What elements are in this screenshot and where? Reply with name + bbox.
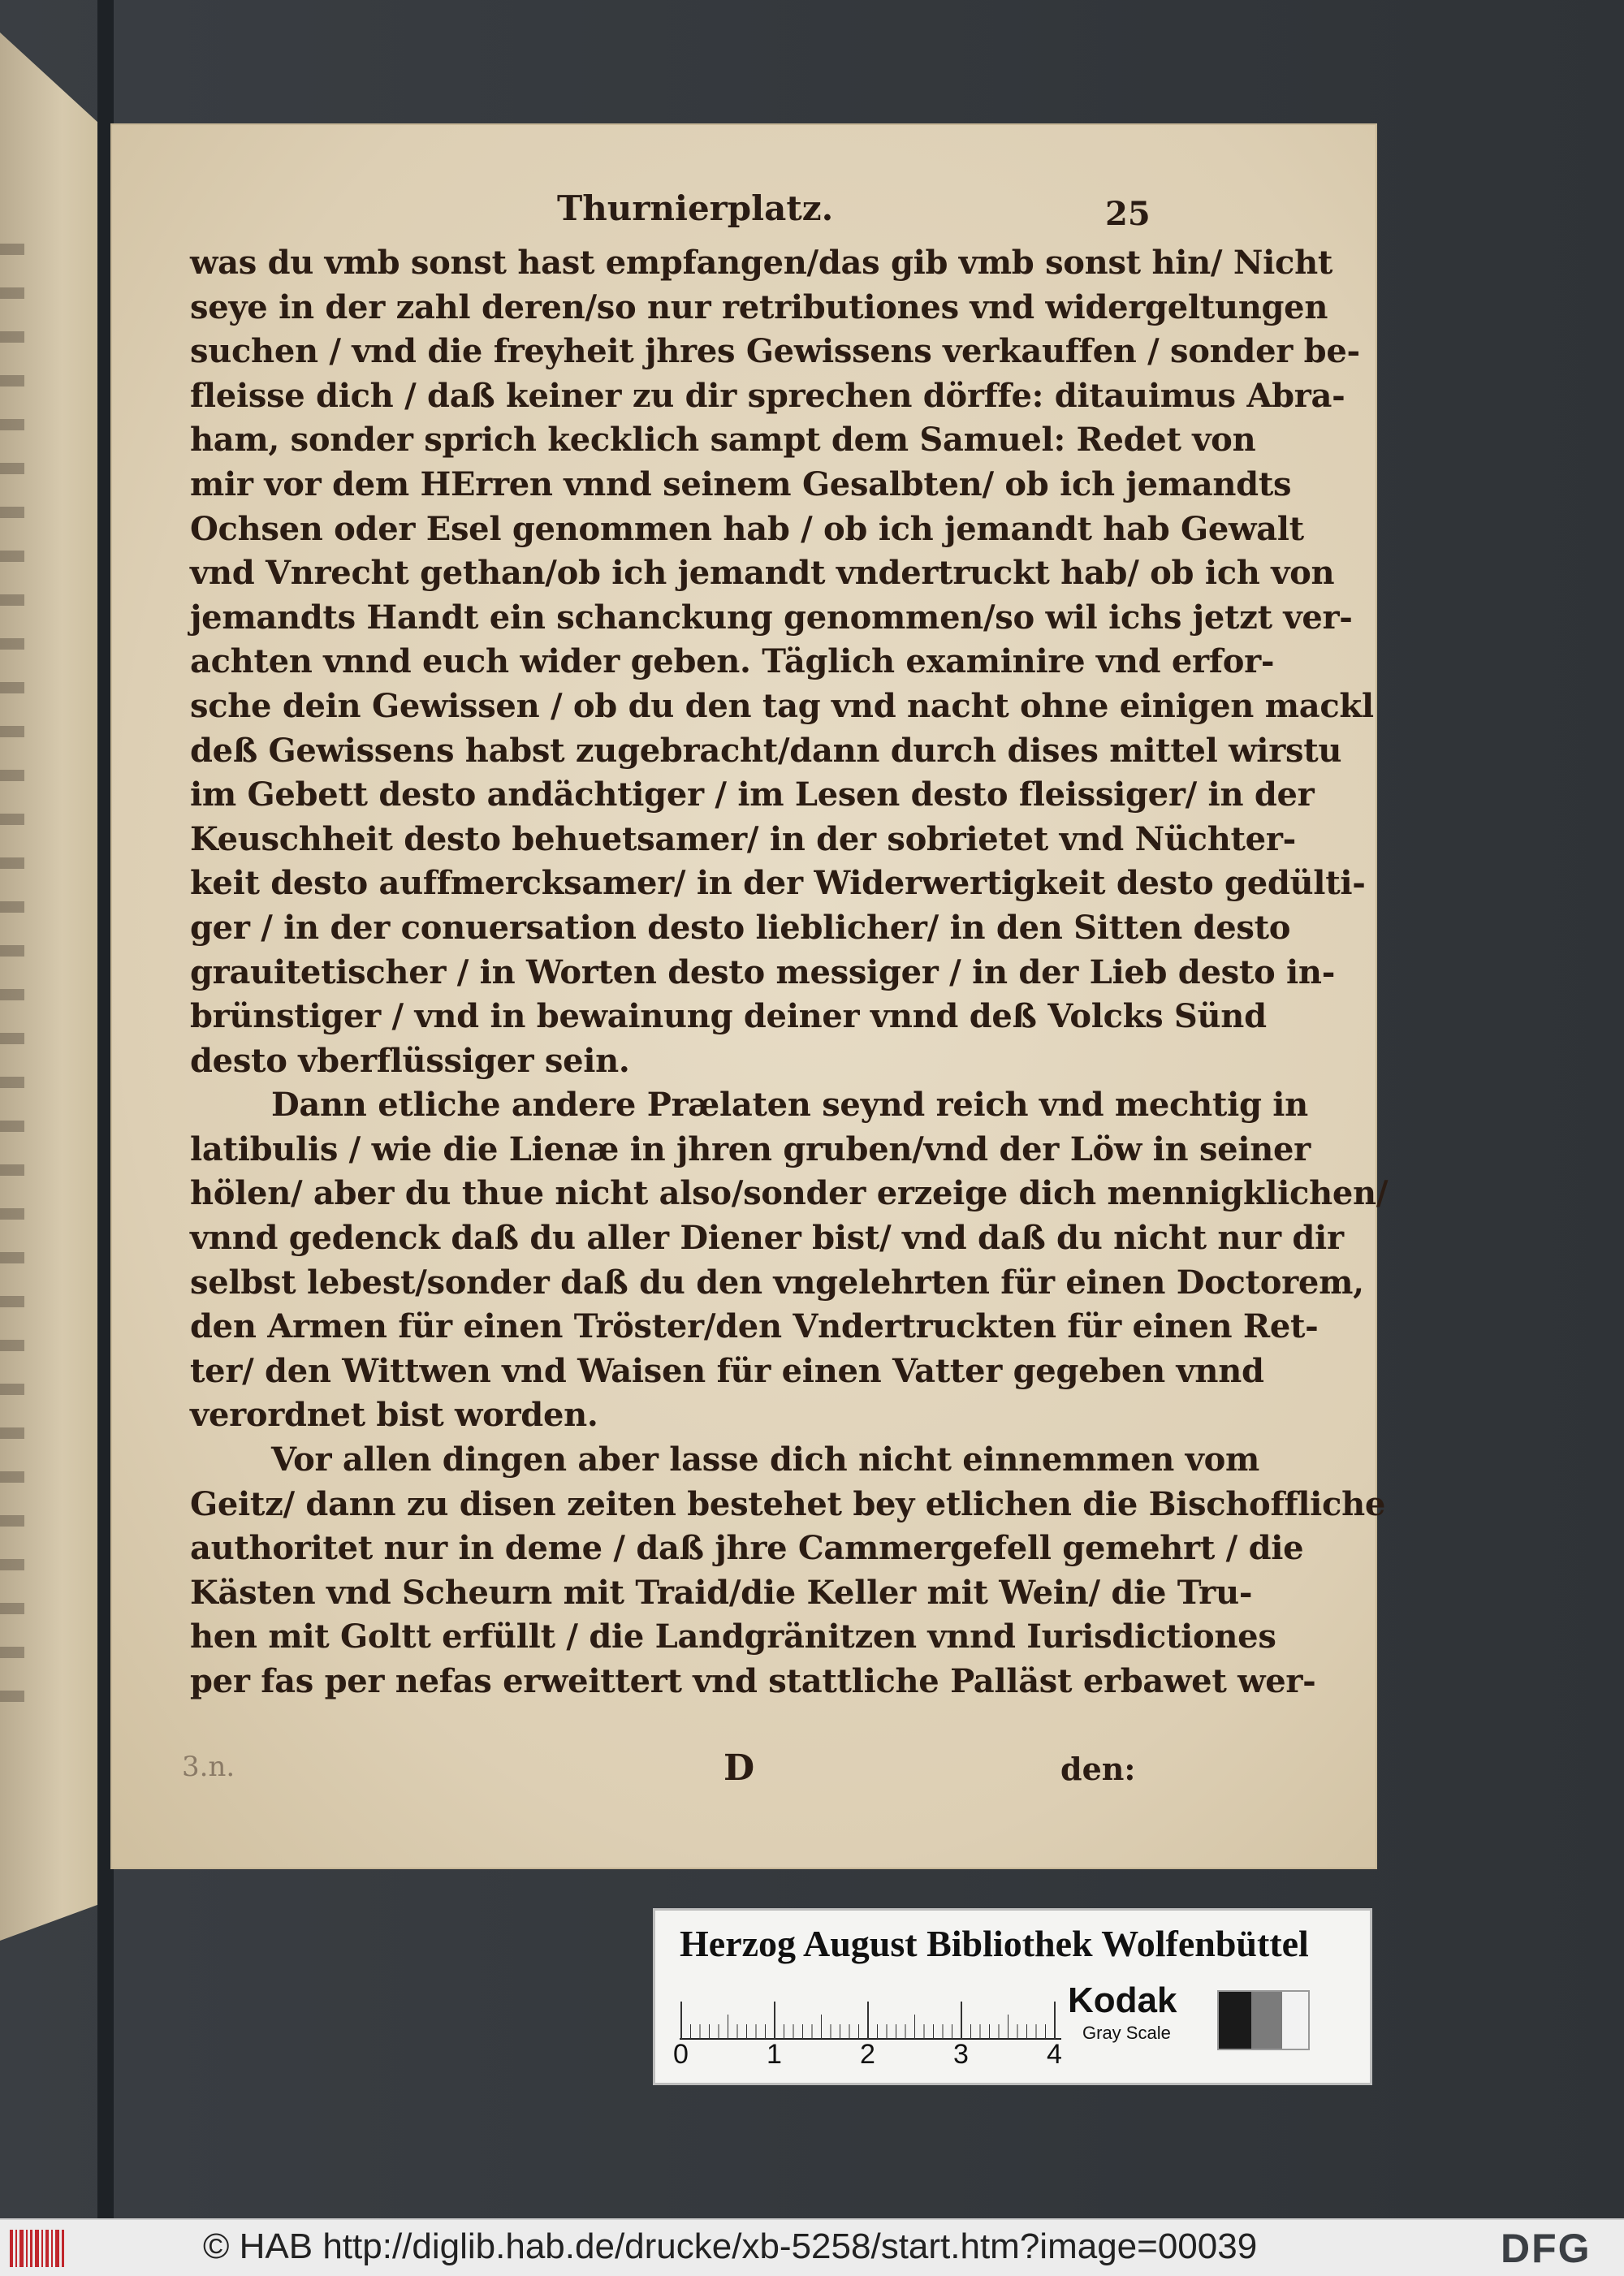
text-line: desto vberflüssiger sein.	[190, 1041, 630, 1080]
text-line: Vor allen dingen aber lasse dich nicht einnemmen vom	[271, 1440, 1259, 1479]
text-line: im Gebett desto andächtiger / im Lesen desto fleissiger/ in der	[190, 775, 1315, 814]
ruler-label: 0	[673, 2039, 689, 2070]
signature-mark: D	[723, 1747, 755, 1789]
text-line: den Armen für einen Tröster/den Vndertruckten für einen Ret-	[190, 1307, 1319, 1346]
text-line: verordnet bist worden.	[190, 1396, 598, 1435]
text-line: Dann etliche andere Prælaten seynd reich vnd mechtig in	[271, 1086, 1308, 1125]
library-name: Herzog August Bibliothek Wolfenbüttel	[680, 1923, 1309, 1964]
text-line: fleisse dich / daß keiner zu dir sprechen dörffe: ditauimus Abra-	[190, 376, 1345, 415]
text-line: Kästen vnd Scheurn mit Traid/die Keller mit Wein/ die Tru-	[190, 1573, 1253, 1612]
text-line: Keuschheit desto behuetsamer/ in der sobrietet vnd Nüchter-	[190, 819, 1296, 858]
ruler-label: 1	[767, 2039, 782, 2070]
color-calibration-card	[653, 1908, 1372, 2085]
ruler-icon	[680, 1985, 1061, 2042]
kodak-brand: Kodak	[1068, 1980, 1177, 2020]
text-line: ham, sonder sprich kecklich sampt dem Samuel: Redet von	[190, 421, 1256, 460]
gray-patch	[1282, 1992, 1308, 2049]
text-line: deß Gewissens habst zugebracht/dann durch dises mittel wirstu	[190, 731, 1342, 770]
text-line: grauitetischer / in Worten desto messiger / in der Lieb desto in-	[190, 952, 1335, 991]
running-head: Thurnierplatz.	[557, 188, 834, 228]
text-line: suchen / vnd die freyheit jhres Gewissens verkauffen / sonder be-	[190, 332, 1360, 371]
text-line: jemandts Handt ein schanckung genommen/so wil ichs jetzt ver-	[190, 598, 1353, 637]
text-line: brünstiger / vnd in bewainung deiner vnnd deß Volcks Sünd	[190, 997, 1267, 1036]
footer-mark: 3.n.	[182, 1751, 235, 1783]
text-line: vnd Vnrecht gethan/ob ich jemandt vndertruckt hab/ ob ich von	[190, 554, 1335, 593]
gray-patch	[1251, 1992, 1282, 2049]
text-line: seye in der zahl deren/so nur retributiones vnd widergeltungen	[190, 287, 1328, 326]
text-line: Ochsen oder Esel genommen hab / ob ich jemandt hab Gewalt	[190, 509, 1304, 548]
text-line: hölen/ aber du thue nicht also/sonder erzeige dich mennigklichen/	[190, 1174, 1389, 1213]
copyright-url[interactable]: © HAB http://diglib.hab.de/drucke/xb-5258/start.htm?image=00039	[203, 2226, 1258, 2266]
ruler-label: 4	[1047, 2039, 1062, 2070]
text-line: vnnd gedenck daß du aller Diener bist/ vnd daß du nicht nur dir	[190, 1219, 1344, 1258]
text-line: ger / in der conuersation desto lieblicher/ in den Sitten desto	[190, 908, 1291, 947]
previous-page-text-fragments	[0, 244, 24, 1705]
gray-scale-label: Gray Scale	[1082, 2023, 1171, 2043]
text-line: per fas per nefas erweittert vnd stattliche Palläst erbawet wer-	[190, 1662, 1316, 1700]
barcode-icon	[8, 2226, 68, 2270]
text-line: achten vnnd euch wider geben. Täglich examinire vnd erfor-	[190, 642, 1275, 681]
text-line: mir vor dem HErren vnnd seinem Gesalbten/ ob ich jemandts	[190, 464, 1292, 503]
gray-patch	[1219, 1992, 1251, 2049]
text-line: sche dein Gewissen / ob du den tag vnd nacht ohne einigen mackl	[190, 686, 1374, 725]
dfg-logo: DFG	[1501, 2226, 1592, 2271]
catchword: den:	[1060, 1751, 1136, 1787]
text-line: latibulis / wie die Lienæ in jhren gruben/vnd der Löw in seiner	[190, 1129, 1311, 1168]
book-page	[110, 123, 1389, 1869]
text-line: selbst lebest/sonder daß du den vngelehrten für einen Doctorem,	[190, 1263, 1364, 1302]
text-line: hen mit Goltt erfüllt / die Landgränitzen vnnd Iurisdictiones	[190, 1617, 1276, 1656]
text-line: Geitz/ dann zu disen zeiten bestehet bey etlichen die Bischoffliche	[190, 1484, 1386, 1523]
footer-bar	[0, 2218, 1624, 2276]
text-line: authoritet nur in deme / daß jhre Cammergefell gemehrt / die	[190, 1529, 1304, 1568]
body-text	[190, 241, 1389, 1704]
page-number: 25	[1105, 195, 1151, 233]
gray-patches	[1217, 1990, 1310, 2050]
text-line: keit desto auffmercksamer/ in der Widerwertigkeit desto gedülti-	[190, 864, 1366, 903]
text-line: ter/ den Wittwen vnd Waisen für einen Vatter gegeben vnnd	[190, 1351, 1264, 1390]
text-line: was du vmb sonst hast empfangen/das gib vmb sonst hin/ Nicht	[190, 244, 1333, 282]
ruler-label: 2	[860, 2039, 875, 2070]
previous-page-edge	[0, 32, 104, 1941]
ruler-label: 3	[953, 2039, 969, 2070]
